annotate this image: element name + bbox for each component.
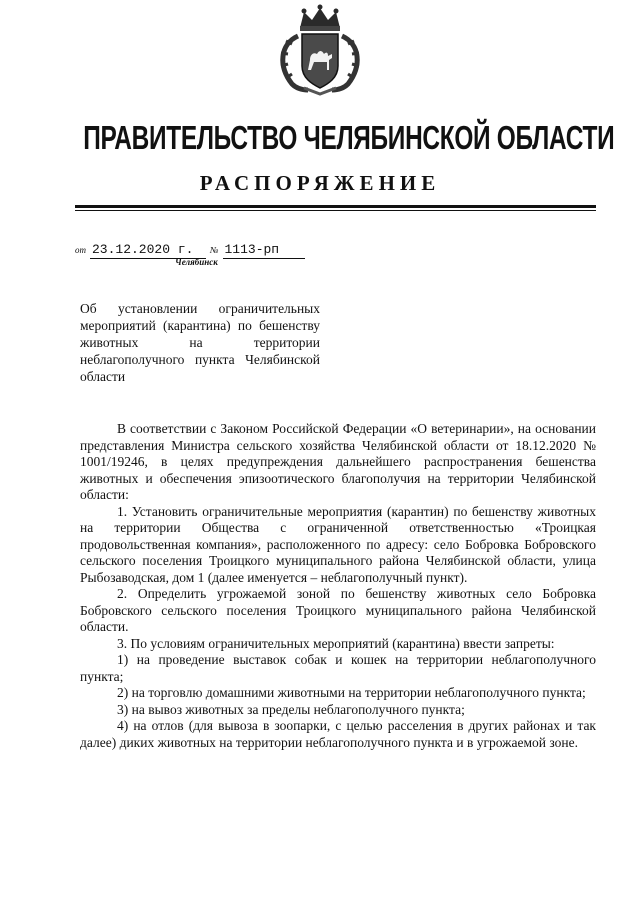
prohibition-item: 3) на вывоз животных за пределы неблагополучного пункта; xyxy=(117,701,465,717)
document-date: 23.12.2020 г. xyxy=(90,242,206,259)
header-divider-thick xyxy=(75,205,596,208)
document-type-title: РАСПОРЯЖЕНИЕ xyxy=(199,171,441,195)
preamble-paragraph: В соответствии с Законом Российской Федерации «О ветеринарии», на основании представления Министра сельского хозяйства Челябинской области от 18.12.2020 № 1001/19246, в целях предупреждения дальнейшего распространения бешенства животных и обеспечения эпизоотического благополучия на территории Челябинской области: xyxy=(80,421,596,502)
header-divider-thin xyxy=(75,210,596,211)
document-subject: Об установлении ограничительных мероприятий (карантина) по бешенству животных на территории неблагополучного пункта Челябинской области xyxy=(80,301,320,384)
prohibition-item: 1) на проведение выставок собак и кошек на территории неблагополучного пункта; xyxy=(80,652,596,684)
prohibition-item: 4) на отлов (для вывоза в зоопарки, с целью расселения в других районах и так далее) диких животных на территории неблагополучного пункта и в угрожаемой зоне. xyxy=(80,718,596,750)
prohibition-item: 2) на торговлю домашними животными на территории неблагополучного пункта; xyxy=(117,685,586,700)
body-paragraph: 1. Установить ограничительные мероприятия (карантин) по бешенству животных на территории Общества с ограниченной ответственностью «Троицкая продовольственная компания», расположенного по адресу: село Бобровка Бобровского сельского поселения Троицкого муниципального района Челябинской области, улица Рыбозаводская, дом 1 (далее именуется – неблагополучный пункт). xyxy=(80,503,596,585)
number-prefix: № xyxy=(210,245,219,255)
issue-city: Челябинск xyxy=(175,257,218,267)
chelyabinsk-coat-of-arms-icon xyxy=(270,4,370,96)
body-paragraph: 3. По условиям ограничительных мероприятий (карантина) ввести запреты: xyxy=(117,635,555,651)
document-number: 1113-рп xyxy=(223,242,305,259)
document-body xyxy=(80,421,596,751)
date-prefix: от xyxy=(75,245,86,255)
government-title: ПРАВИТЕЛЬСТВО ЧЕЛЯБИНСКОЙ ОБЛАСТИ xyxy=(83,119,615,156)
body-paragraph: 2. Определить угрожаемой зоной по бешенству животных село Бобровка Бобровского сельского поселения Троицкого муниципального района Челябинской области. xyxy=(80,586,596,634)
